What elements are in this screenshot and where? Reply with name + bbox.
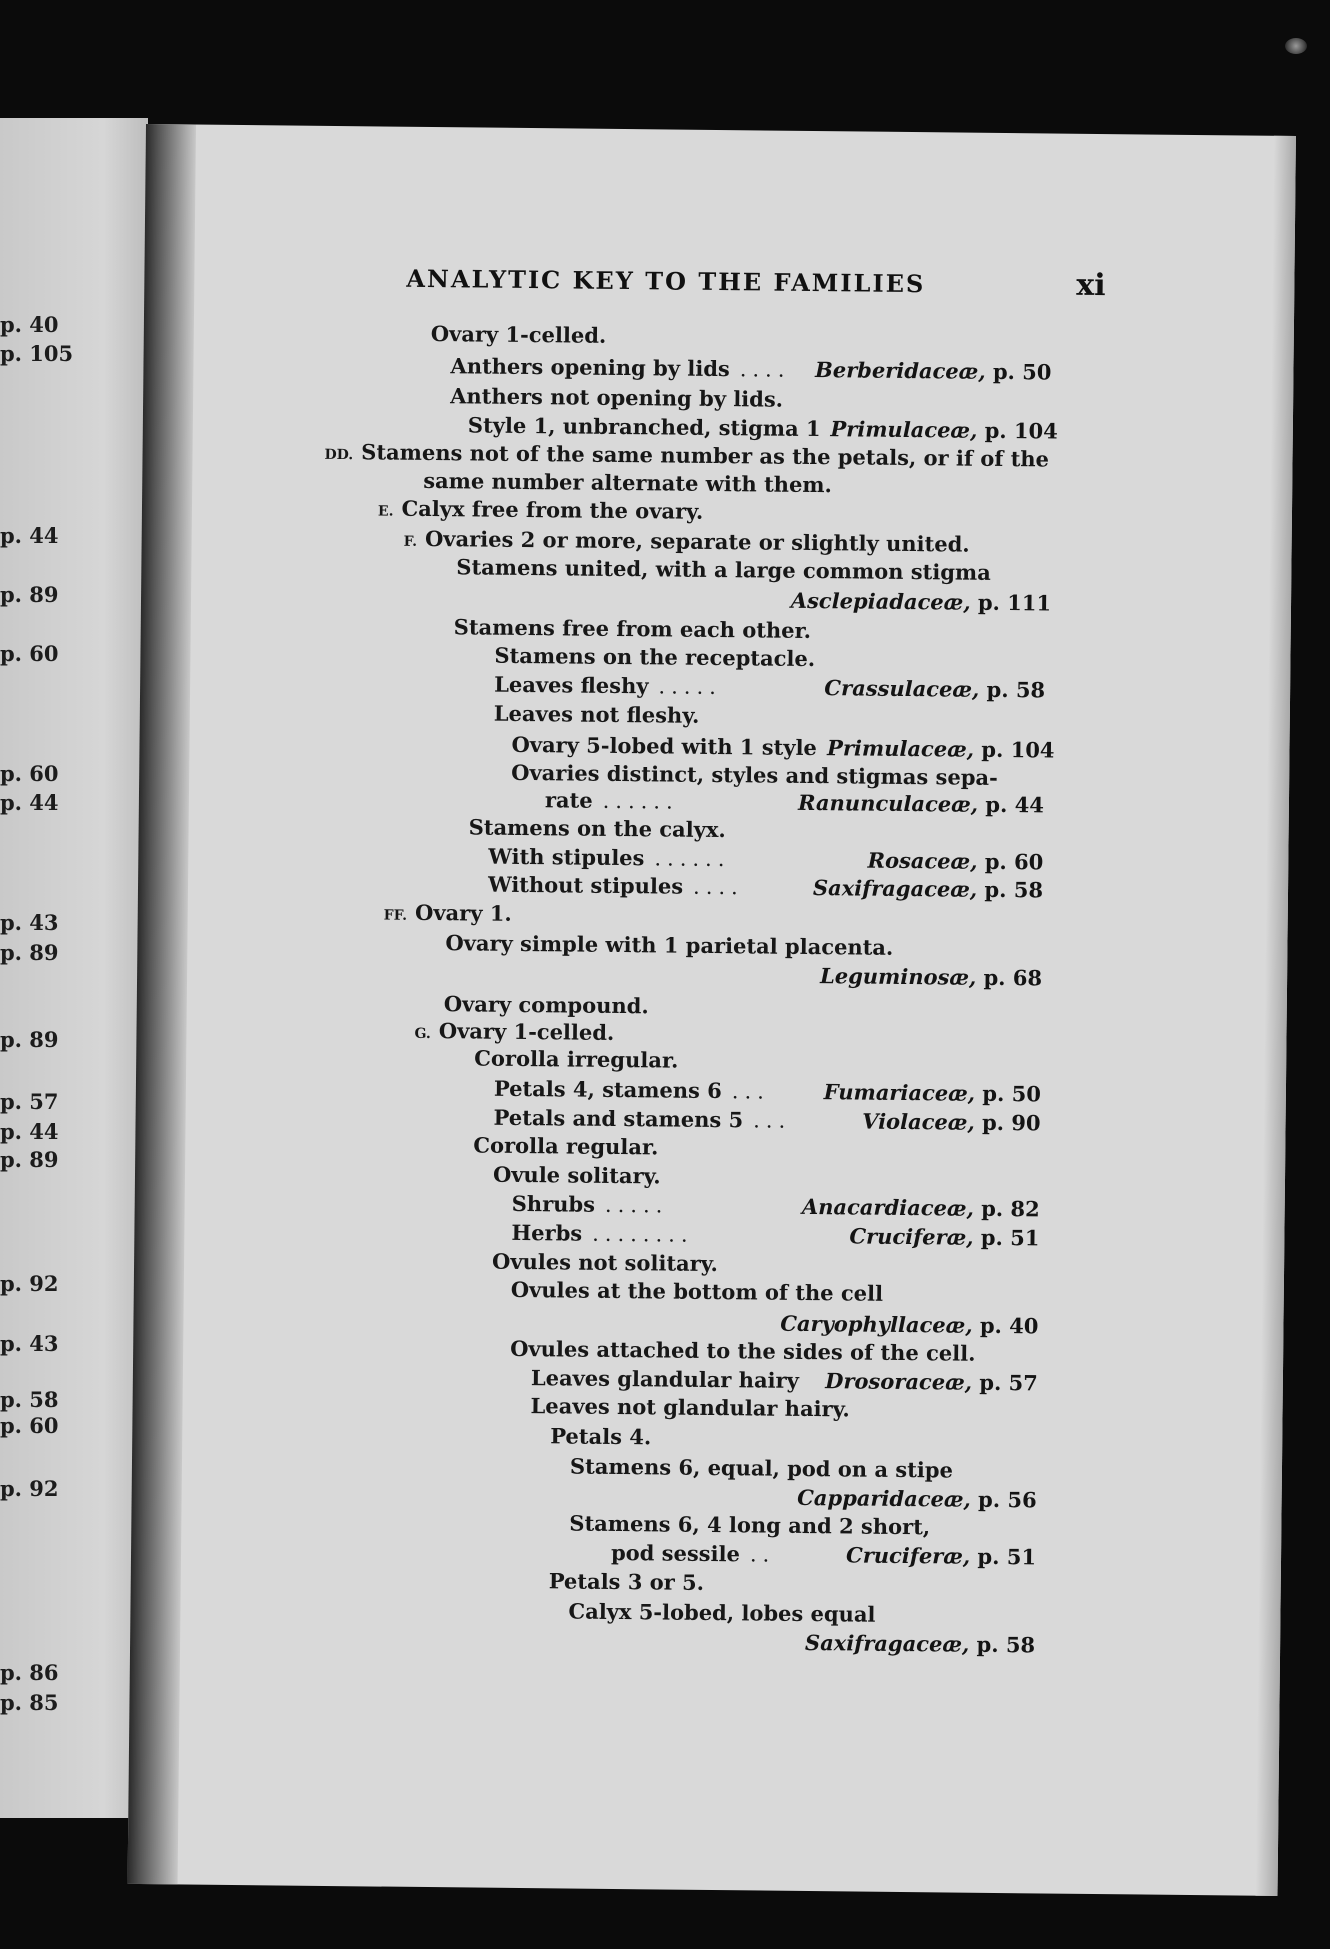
family-page: p. 40 (972, 1312, 1039, 1339)
key-text: Corolla regular. (473, 1132, 659, 1160)
family-name: Caryophyllaceæ, (780, 1310, 973, 1338)
key-text: Anthers opening by lids (450, 353, 730, 382)
key-line (494, 643, 815, 676)
key-line (378, 495, 704, 528)
family-reference (791, 588, 1052, 616)
family-name: Violaceæ, (862, 1108, 975, 1135)
family-page: p. 51 (973, 1224, 1040, 1251)
key-line (384, 900, 512, 931)
page-number: xi (1076, 267, 1106, 304)
family-page: p. 51 (970, 1543, 1037, 1570)
key-text: Leaves not glandular hairy. (530, 1393, 850, 1422)
leader-dots: .... (739, 357, 791, 382)
key-text: Stamens united, with a large common stigma (456, 554, 991, 585)
key-line (511, 1277, 884, 1311)
key-text: Stamens free from each other. (453, 614, 812, 643)
key-letter: F. (403, 533, 418, 550)
family-reference (825, 1368, 1038, 1395)
key-letter: G. (414, 1025, 431, 1043)
page-right-edge (1256, 136, 1296, 1896)
key-line (493, 1162, 661, 1194)
key-line (474, 1045, 678, 1077)
key-text: Stamens 6, 4 long and 2 short, (569, 1510, 931, 1540)
key-line (450, 353, 790, 387)
family-name: Berberidaceæ, (814, 357, 986, 384)
key-line (468, 814, 725, 847)
key-text: Ovary compound. (443, 991, 649, 1019)
left-page-number: p. 92 (0, 1271, 59, 1296)
running-head: ANALYTIC KEY TO THE FAMILIES (406, 263, 926, 299)
leader-dots: .... (692, 874, 744, 900)
family-name: Cruciferæ, (849, 1223, 974, 1250)
family-reference (849, 1223, 1039, 1250)
key-text: Leaves not fleshy. (493, 700, 700, 728)
key-text: Ovary 1. (414, 899, 512, 926)
family-name: Primulaceæ, (830, 416, 978, 443)
family-name: Fumariaceæ, (823, 1079, 976, 1106)
family-name: Leguminosæ, (819, 963, 977, 990)
leader-dots: ... (753, 1108, 792, 1133)
family-name: Saxifragaceæ, (804, 1629, 970, 1657)
left-page-number: p. 57 (0, 1089, 59, 1114)
family-name: Crassulaceæ, (824, 675, 980, 702)
key-line (611, 1540, 776, 1572)
key-text: Calyx 5-lobed, lobes equal (568, 1598, 876, 1627)
key-text: With stipules (488, 843, 645, 871)
leader-dots: ... (731, 1079, 771, 1104)
family-name: Drosoraceæ, (825, 1368, 973, 1395)
family-page: p. 57 (971, 1369, 1038, 1396)
key-text: Leaves glandular hairy (530, 1365, 800, 1393)
family-name: Rosaceæ, (867, 847, 978, 874)
left-page-number: p. 58 (0, 1387, 59, 1412)
family-name: Anacardiaceæ, (801, 1193, 974, 1221)
key-line (550, 1423, 651, 1454)
key-line (445, 930, 893, 965)
family-name: Capparidaceæ, (797, 1484, 971, 1512)
key-text: Calyx free from the ovary. (401, 495, 704, 524)
family-page: p. 56 (970, 1486, 1037, 1513)
left-page-number: p. 43 (0, 1331, 59, 1356)
family-page: p. 104 (973, 736, 1055, 763)
family-reference (827, 735, 1055, 762)
family-reference (830, 416, 1058, 443)
key-letter: FF. (383, 907, 408, 924)
leader-dots: ........ (592, 1221, 694, 1247)
key-text: Petals 3 or 5. (548, 1568, 705, 1595)
left-page-number: p. 89 (0, 1027, 59, 1052)
key-line (568, 1599, 875, 1632)
key-text: Stamens 6, equal, pod on a stipe (569, 1453, 954, 1483)
left-facing-page (0, 118, 148, 1818)
left-page-number: p. 44 (0, 790, 59, 815)
family-reference (820, 963, 1042, 990)
key-text: Ovaries distinct, styles and stigmas sepa- (511, 759, 998, 790)
leader-dots: ...... (602, 788, 679, 814)
family-name: Primulaceæ, (826, 735, 975, 762)
key-line (494, 701, 700, 733)
key-text: Stamens on the calyx. (468, 814, 726, 843)
main-page (128, 124, 1296, 1896)
family-page: p. 58 (977, 876, 1044, 903)
scan-speck (1285, 38, 1307, 54)
left-page-number: p. 86 (0, 1660, 59, 1685)
key-letter: DD. (324, 446, 354, 464)
left-page-number: p. 43 (0, 910, 59, 935)
key-text: pod sessile (610, 1539, 741, 1567)
family-reference (824, 1079, 1041, 1106)
family-page: p. 58 (979, 676, 1046, 703)
family-reference (797, 1485, 1037, 1513)
family-reference (867, 848, 1043, 875)
key-text: Shrubs (511, 1190, 596, 1217)
key-line (488, 872, 744, 905)
key-text: Leaves fleshy (494, 671, 649, 699)
family-page: p. 50 (985, 358, 1052, 385)
family-reference (824, 675, 1045, 702)
key-text: same number alternate with them. (423, 467, 833, 498)
family-name: Ranunculaceæ, (797, 789, 979, 817)
left-page-number: p. 60 (0, 761, 59, 786)
left-page-number: p. 85 (0, 1690, 59, 1715)
key-line (549, 1568, 705, 1600)
key-text: Ovary 5-lobed with 1 style (511, 731, 817, 761)
family-name: Asclepiadaceæ, (790, 587, 971, 615)
key-line (450, 383, 783, 416)
key-line (456, 554, 991, 590)
key-letter: E. (377, 503, 394, 520)
family-reference (780, 1311, 1038, 1339)
family-reference (805, 1630, 1035, 1657)
key-line (494, 672, 722, 704)
leader-dots: ..... (658, 674, 723, 700)
key-text: Anthers not opening by lids. (450, 383, 784, 412)
left-page-number: p. 44 (0, 1119, 59, 1144)
key-line (494, 1076, 770, 1109)
key-text: Ovary 1-celled. (430, 320, 607, 348)
family-page: p. 104 (977, 417, 1058, 444)
family-reference (815, 357, 1052, 384)
key-text: Stamens on the receptacle. (494, 642, 816, 672)
family-reference (802, 1194, 1040, 1221)
key-text: Ovule solitary. (492, 1161, 661, 1189)
key-text: Ovary 1-celled. (438, 1018, 615, 1045)
key-text: Petals 4, stamens 6 (493, 1075, 723, 1104)
left-page-number: p. 92 (0, 1476, 59, 1501)
leader-dots: ..... (604, 1192, 669, 1218)
key-text: Corolla irregular. (474, 1045, 679, 1073)
family-page: p. 60 (977, 848, 1044, 875)
left-page-number: p. 89 (0, 940, 59, 965)
key-text: Ovary simple with 1 parietal placenta. (445, 930, 894, 960)
left-page-number: p. 60 (0, 641, 59, 666)
family-page: p. 82 (973, 1195, 1040, 1222)
family-reference (846, 1542, 1036, 1569)
family-page: p. 90 (974, 1109, 1041, 1136)
family-page: p. 58 (969, 1631, 1036, 1658)
key-text: Ovaries 2 or more, separate or slightly united. (424, 525, 970, 557)
family-reference (862, 1109, 1041, 1136)
key-text: Ovules attached to the sides of the cell. (510, 1335, 976, 1366)
key-text: Petals 4. (550, 1423, 652, 1450)
key-line (530, 1393, 849, 1426)
family-page: p. 68 (976, 964, 1043, 991)
key-text: Without stipules (487, 871, 684, 899)
key-line (431, 321, 607, 353)
family-page: p. 50 (974, 1080, 1042, 1107)
leader-dots: ...... (654, 846, 731, 872)
key-line (473, 1132, 658, 1164)
key-text: rate (544, 787, 593, 813)
left-page-number: p. 60 (0, 1413, 59, 1438)
key-line (511, 1220, 693, 1252)
family-page: p. 111 (970, 589, 1052, 616)
key-text: Ovules not solitary. (491, 1248, 719, 1277)
left-page-number: p. 44 (0, 523, 59, 548)
leader-dots: .. (749, 1542, 776, 1567)
left-page-number: p. 89 (0, 582, 59, 607)
key-text: Ovules at the bottom of the cell (510, 1276, 884, 1306)
family-reference (813, 875, 1043, 902)
key-text: Stamens not of the same number as the petals, or if of the (361, 439, 1050, 472)
key-line (545, 787, 679, 818)
left-page-number: p. 89 (0, 1147, 59, 1172)
left-page-number: p. 105 (0, 341, 74, 366)
key-text: Style 1, unbranched, stigma 1 (467, 412, 821, 442)
family-reference (798, 790, 1044, 818)
key-text: Herbs (511, 1219, 583, 1246)
key-line (512, 1191, 669, 1223)
key-line (570, 1454, 953, 1488)
family-name: Cruciferæ, (845, 1542, 971, 1569)
family-name: Saxifragaceæ, (812, 875, 978, 902)
left-page-number: p. 40 (0, 312, 59, 337)
family-page: p. 44 (977, 791, 1045, 818)
key-text: Petals and stamens 5 (493, 1104, 744, 1133)
